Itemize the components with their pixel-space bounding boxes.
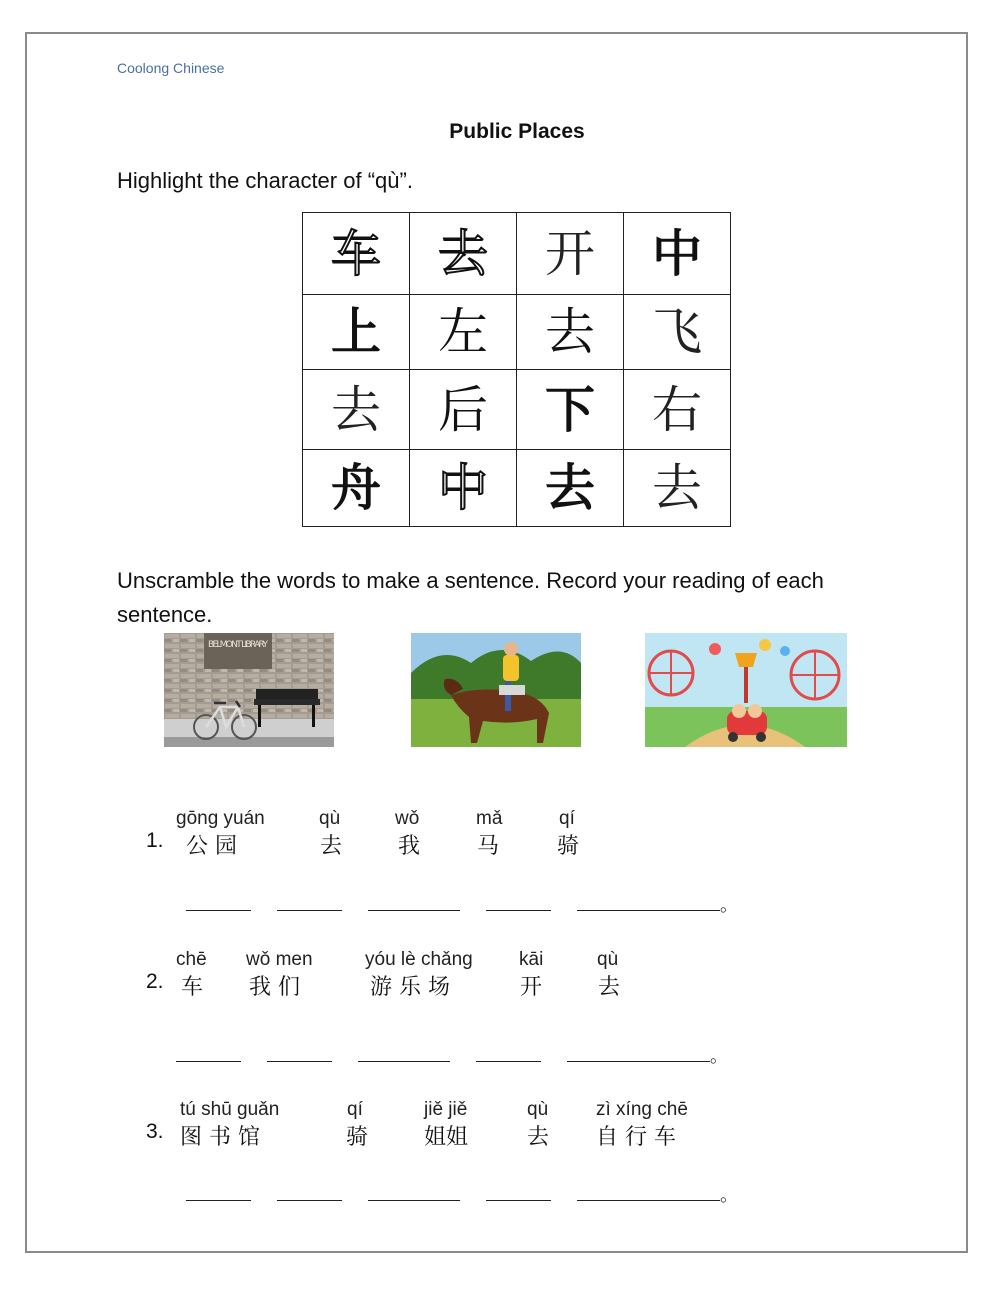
character-grid xyxy=(302,212,731,527)
grid-cell[interactable]: 下 xyxy=(517,370,624,450)
pinyin: chē xyxy=(176,949,207,970)
hanzi-word: 骑 xyxy=(557,834,580,859)
answer-blank[interactable] xyxy=(186,910,251,911)
hanzi-word: 去 xyxy=(320,834,343,859)
task1-instruction: Highlight the character of “qù”. xyxy=(117,168,413,193)
grid-cell[interactable]: 左 xyxy=(410,295,517,370)
sentence-3-number: 3. xyxy=(146,1120,164,1143)
full-stop: 。 xyxy=(720,1185,738,1205)
pinyin: tú shū guǎn xyxy=(180,1099,280,1120)
library-bicycle-photo xyxy=(164,633,334,747)
grid-cell[interactable]: 中 xyxy=(624,213,731,295)
hanzi-word: 图 书 馆 xyxy=(180,1125,260,1150)
grid-cell[interactable]: 后 xyxy=(410,370,517,450)
answer-blank[interactable] xyxy=(567,1061,710,1062)
pinyin: yóu lè chǎng xyxy=(365,949,473,970)
pinyin: wǒ men xyxy=(246,949,313,970)
pinyin: qí xyxy=(347,1099,363,1120)
answer-blank[interactable] xyxy=(368,1200,460,1201)
hanzi-word: 我 们 xyxy=(249,975,300,1000)
hanzi-word: 开 xyxy=(520,975,543,1000)
pinyin: jiě jiě xyxy=(424,1099,468,1120)
grid-cell[interactable]: 右 xyxy=(624,370,731,450)
hanzi-word: 马 xyxy=(477,834,500,859)
hanzi-word: 游 乐 场 xyxy=(370,975,450,1000)
pinyin: qí xyxy=(559,808,575,829)
grid-cell[interactable]: 去 xyxy=(624,450,731,527)
grid-cell[interactable]: 去 xyxy=(517,295,624,370)
hanzi-word: 公 园 xyxy=(186,834,237,859)
answer-blank[interactable] xyxy=(277,910,342,911)
pinyin: wǒ xyxy=(395,808,420,829)
grid-cell[interactable]: 舟 xyxy=(303,450,410,527)
pinyin: kāi xyxy=(519,949,544,970)
header-brand: Coolong Chinese xyxy=(117,60,225,76)
amusement-park-photo xyxy=(645,633,847,747)
answer-blank[interactable] xyxy=(577,1200,720,1201)
answer-blank[interactable] xyxy=(267,1061,332,1062)
hanzi-word: 我 xyxy=(398,834,421,859)
answer-blank[interactable] xyxy=(277,1200,342,1201)
hanzi-word: 去 xyxy=(527,1125,550,1150)
answer-blank[interactable] xyxy=(186,1200,251,1201)
pinyin: gōng yuán xyxy=(176,808,265,829)
answer-blank[interactable] xyxy=(176,1061,241,1062)
answer-blank[interactable] xyxy=(577,910,720,911)
hanzi-word: 骑 xyxy=(346,1125,369,1150)
pinyin: mǎ xyxy=(476,808,503,829)
grid-cell[interactable]: 去 xyxy=(410,213,517,295)
grid-cell[interactable]: 去 xyxy=(303,370,410,450)
answer-blank[interactable] xyxy=(368,910,460,911)
pinyin: qù xyxy=(319,808,341,829)
hanzi-word: 车 xyxy=(181,975,204,1000)
sentence-2-number: 2. xyxy=(146,970,164,993)
pinyin: zì xíng chē xyxy=(596,1099,688,1120)
answer-blank[interactable] xyxy=(476,1061,541,1062)
hanzi-word: 自 行 车 xyxy=(596,1125,676,1150)
grid-cell[interactable]: 飞 xyxy=(624,295,731,370)
grid-cell[interactable]: 开 xyxy=(517,213,624,295)
hanzi-word: 去 xyxy=(598,975,621,1000)
full-stop: 。 xyxy=(710,1046,728,1066)
sentence-1-number: 1. xyxy=(146,829,164,852)
full-stop: 。 xyxy=(720,895,738,915)
answer-blank[interactable] xyxy=(358,1061,450,1062)
grid-cell[interactable]: 车 xyxy=(303,213,410,295)
pinyin: qù xyxy=(527,1099,549,1120)
page-title: Public Places xyxy=(449,120,585,143)
grid-cell[interactable]: 中 xyxy=(410,450,517,527)
hanzi-word: 姐姐 xyxy=(424,1125,469,1150)
grid-cell[interactable]: 去 xyxy=(517,450,624,527)
grid-cell[interactable]: 上 xyxy=(303,295,410,370)
horse-riding-photo xyxy=(411,633,581,747)
library-sign-text: BELMONT LIBRARY xyxy=(208,640,268,650)
answer-blank[interactable] xyxy=(486,1200,551,1201)
pinyin: qù xyxy=(597,949,619,970)
answer-blank[interactable] xyxy=(486,910,551,911)
task2-instruction: Unscramble the words to make a sentence. Record your reading of each sentence. xyxy=(117,568,824,627)
